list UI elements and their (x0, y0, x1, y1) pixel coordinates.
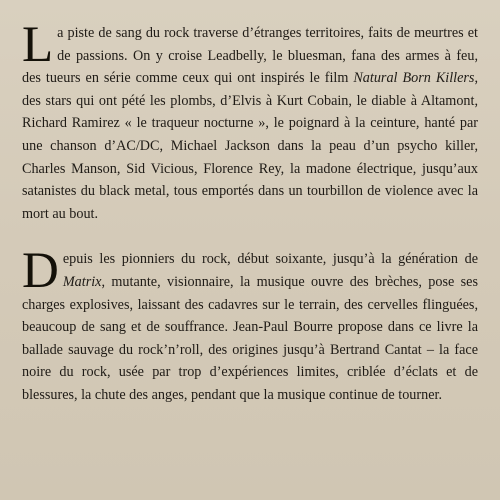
paragraph-1-text-a: a piste de sang du rock traverse d’étranges territoires, faits de meurtres et de passions. On y croise Leadbelly, le bluesman, fana des armes à feu, des tueurs en série comme ceux qui ont inspirés le film (22, 25, 478, 87)
dropcap-d: D (22, 243, 59, 300)
paragraph-1 (22, 17, 478, 225)
dropcap-l: L (22, 17, 54, 73)
film-title-matrix: Matrix (62, 273, 102, 290)
film-title-natural-born-killers: Natural Born Killers (353, 70, 475, 87)
paragraph-2-text-b: , mutante, visionnaire, la musique ouvre des brèches, pose ses charges explosives, laissant des cadavres sur le terrain, des cervelles flinguées, beaucoup de sang et de souffrance. Jean-Paul Bourre propose dans ce livre la ballade sauvage du rock’n’roll, des origines jusqu’à Bertrand Cantat – la face noire du rock, usée par trop d’expériences limites, criblée d’éclats et de blessures, la chute des anges, pendant que la musique continue de tourner. (22, 273, 478, 403)
paragraph-1-text-b: , des stars qui ont pété les plombs, d’Elvis à Kurt Cobain, le diable à Altamont, Richard Ramirez « le traqueur nocturne », le poignard à la ceinture, hanté par une chanson d’AC/DC, Michael Jackson dans la peau d’un psycho killer, Charles Manson, Sid Vicious, Florence Rey, la madone électrique, jusqu’aux satanistes du black metal, tous emportés dans un tourbillon de violence avec la mort au bout. (22, 70, 478, 222)
paragraph-2 (22, 243, 478, 406)
paragraph-2-text-a: epuis les pionniers du rock, début soixante, jusqu’à la génération de (62, 251, 478, 268)
